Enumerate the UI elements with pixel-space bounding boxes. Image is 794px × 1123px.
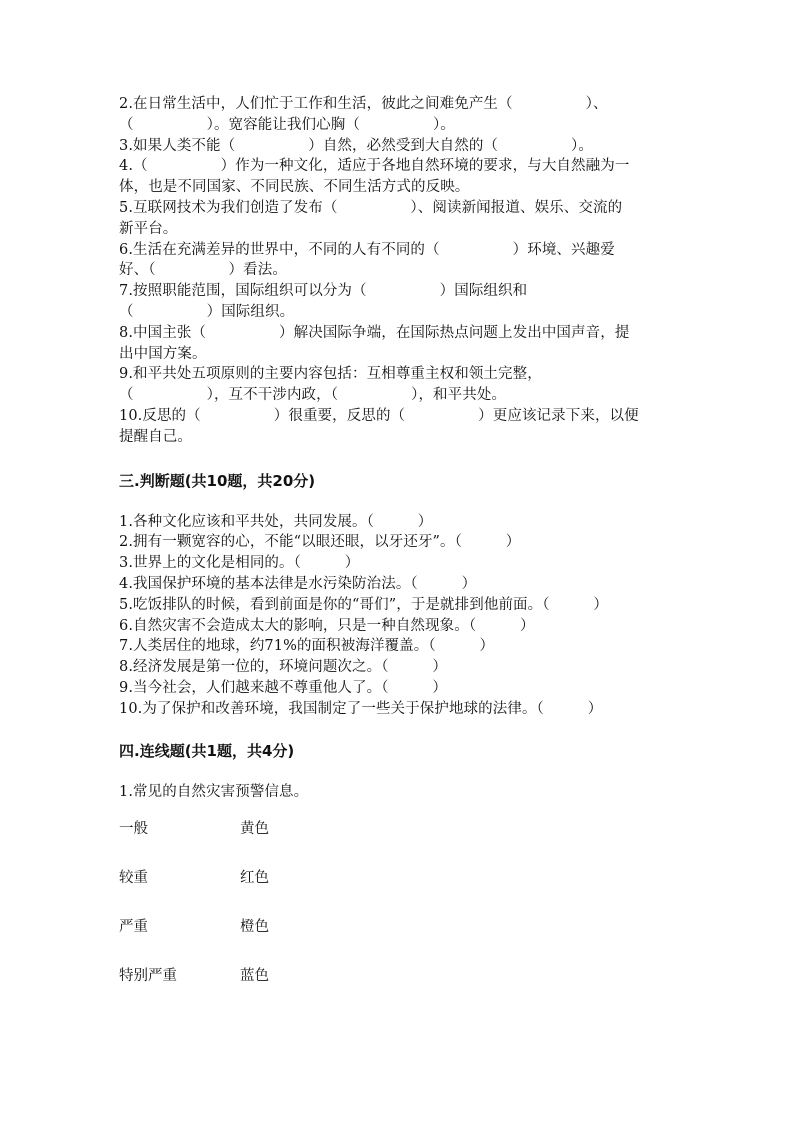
judgement-item: 6.自然灾害不会造成太大的影响，只是一种自然现象。（ ） — [119, 617, 535, 634]
matching-left-item: 较重 — [119, 870, 148, 887]
fill-in-line: 7.按照职能范围，国际组织可以分为（ ）国际组织和 — [119, 283, 528, 300]
judgement-item: 9.当今社会，人们越来越不尊重他人了。（ ） — [119, 679, 447, 696]
section-title-matching: 四.连线题(共1题，共4分) — [119, 741, 295, 760]
fill-in-line: 提醒自己。 — [119, 428, 192, 445]
fill-in-line: 5.互联网技术为我们创造了发布（ ）、阅读新闻报道、娱乐、交流的 — [119, 199, 623, 216]
judgement-item: 2.拥有一颗宽容的心，不能“以眼还眼，以牙还牙”。（ ） — [119, 534, 521, 551]
matching-row — [119, 868, 679, 888]
judgement-item: 8.经济发展是第一位的，环境问题次之。（ ） — [119, 659, 447, 676]
judgement-item: 10.为了保护和改善环境，我国制定了一些关于保护地球的法律。（ ） — [119, 700, 603, 717]
fill-in-line: 出中国方案。 — [119, 345, 207, 362]
matching-rows — [119, 819, 679, 986]
fill-in-line: 6.生活在充满差异的世界中，不同的人有不同的（ ）环境、兴趣爱 — [119, 241, 615, 258]
matching-question: 1.常见的自然灾害预警信息。 — [119, 783, 309, 800]
matching-right-item: 红色 — [240, 870, 269, 887]
matching-left-item: 特别严重 — [119, 968, 177, 985]
judgement-item: 4.我国保护环境的基本法律是水污染防治法。（ ） — [119, 575, 477, 592]
judgement-item: 5.吃饭排队的时候，看到前面是你的“哥们”，于是就排到他前面。（ ） — [119, 596, 609, 613]
matching-row — [119, 819, 679, 839]
fill-in-line: （ ），互不干涉内政，（ ），和平共处。 — [119, 387, 507, 404]
section-title-judgement: 三.判断题(共10题，共20分) — [119, 471, 316, 490]
fill-in-line: 3.如果人类不能（ ）自然，必然受到大自然的（ ）。 — [119, 137, 593, 154]
fill-in-questions — [119, 94, 679, 448]
matching-row — [119, 966, 679, 986]
fill-in-line: 2.在日常生活中，人们忙于工作和生活，彼此之间难免产生（ ）、 — [119, 96, 608, 112]
matching-right-item: 蓝色 — [240, 968, 269, 985]
matching-right-item: 橙色 — [240, 919, 269, 936]
matching-left-item: 一般 — [119, 821, 148, 838]
matching-row — [119, 917, 679, 937]
judgement-questions — [119, 512, 679, 720]
matching-left-item: 严重 — [119, 919, 148, 936]
fill-in-line: 新平台。 — [119, 220, 178, 237]
judgement-item: 1.各种文化应该和平共处，共同发展。（ ） — [119, 513, 433, 530]
judgement-item: 7.人类居住的地球，约71%的面积被海洋覆盖。（ ） — [119, 638, 495, 655]
fill-in-line: 好、（ ）看法。 — [119, 262, 287, 279]
fill-in-line: 4.（ ）作为一种文化，适应于各地自然环境的要求，与大自然融为一 — [119, 158, 630, 175]
fill-in-line: （ ）。宽容能让我们心胸（ ）。 — [119, 116, 455, 133]
fill-in-line: 10.反思的（ ）很重要，反思的（ ）更应该记录下来，以便 — [119, 407, 639, 424]
exam-content — [119, 94, 679, 1015]
fill-in-line: （ ）国际组织。 — [119, 303, 295, 320]
fill-in-line: 体，也是不同国家、不同民族、不同生活方式的反映。 — [119, 179, 470, 196]
fill-in-line: 9.和平共处五项原则的主要内容包括：互相尊重主权和领土完整， — [119, 366, 542, 383]
judgement-item: 3.世界上的文化是相同的。（ ） — [119, 555, 360, 572]
matching-right-item: 黄色 — [240, 821, 269, 838]
fill-in-line: 8.中国主张（ ）解决国际争端，在国际热点问题上发出中国声音，提 — [119, 324, 630, 341]
